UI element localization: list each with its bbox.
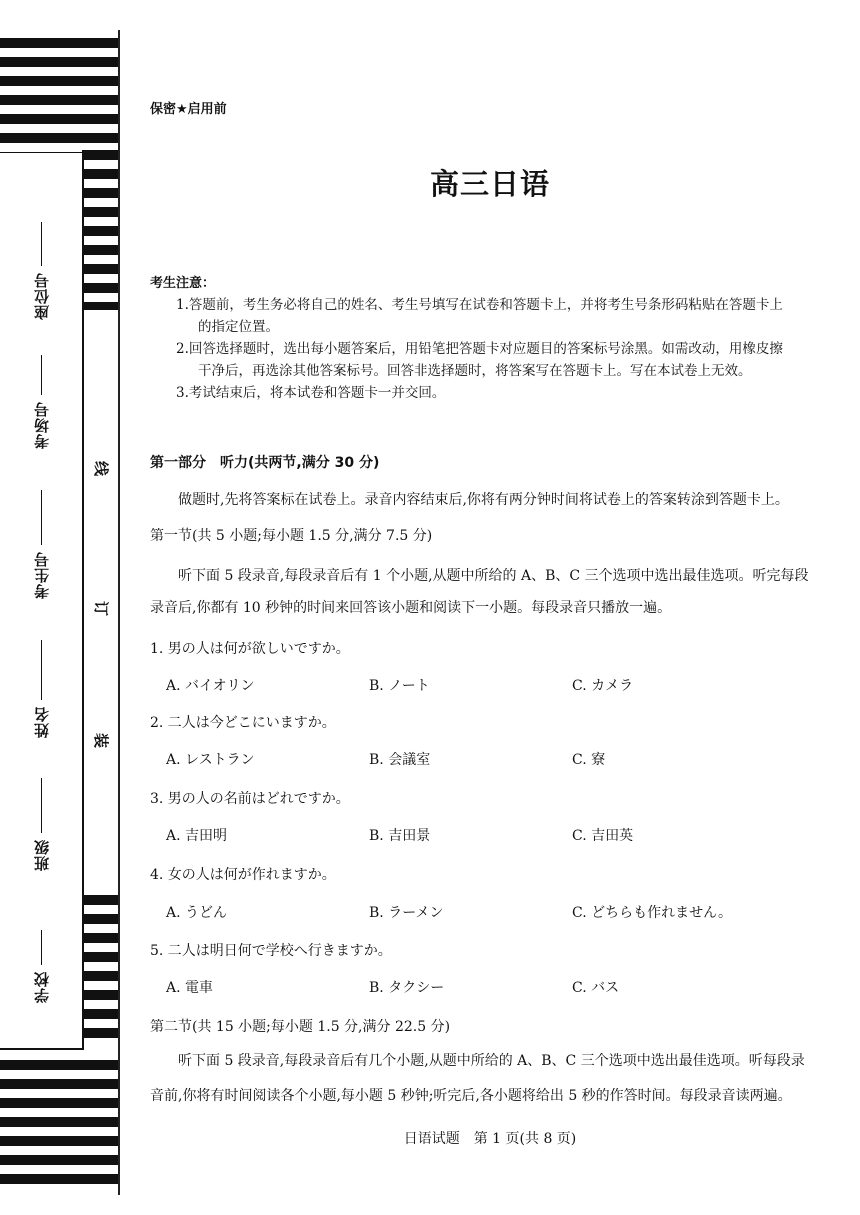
binding-stripes-top — [0, 38, 120, 153]
section2-instruction-line1: 听下面 5 段录音,每段录音后有几个小题,从题中所给的 A、B、C 三个选项中选出最佳选项。听每段录 — [178, 1053, 805, 1069]
question-1: 1. 男の人は何が欲しいですか。 — [150, 641, 350, 657]
name-field[interactable]: 姓名 — [26, 640, 56, 738]
binding-edge — [118, 30, 120, 1195]
options-3 — [166, 825, 836, 845]
question-3: 3. 男の人の名前はどれですか。 — [150, 791, 350, 807]
option-c[interactable]: C. バス — [572, 980, 620, 996]
options-4 — [166, 902, 836, 922]
candidate-number-field[interactable]: 考生号 — [26, 490, 56, 599]
question-5: 5. 二人は明日何で学校へ行きますか。 — [150, 943, 392, 959]
options-5 — [166, 977, 836, 997]
binding-stripes-bottom — [0, 1060, 120, 1190]
question-2: 2. 二人は今どこにいますか。 — [150, 715, 336, 731]
page-title: 高三日语 — [429, 167, 550, 201]
question-4: 4. 女の人は何が作れますか。 — [150, 867, 336, 883]
cut-mark-bind: 订 — [92, 600, 111, 617]
part1-heading: 第一部分 听力(共两节,满分 30 分) — [150, 455, 380, 471]
school-field[interactable]: 学校 — [26, 930, 56, 1003]
note-item: 1.答题前，考生务必将自己的姓名、考生号填写在试卷和答题卡上，并将考生号条形码粘贴在答题卡上 的指定位置。 — [176, 297, 783, 335]
cut-mark-install: 装 — [92, 732, 111, 749]
page-footer: 日语试题 第 1 页(共 8 页) — [403, 1131, 577, 1147]
section1-instruction-line2: 录音后,你都有 10 秒钟的时间来回答该小题和阅读下一小题。每段录音只播放一遍。 — [150, 600, 672, 616]
binding-stripes-lower — [84, 895, 120, 1045]
class-field[interactable]: 班级 — [26, 778, 56, 871]
option-c[interactable]: C. どちらも作れません。 — [572, 905, 732, 921]
section2-heading: 第二节(共 15 小题;每小题 1.5 分,满分 22.5 分) — [150, 1019, 451, 1035]
option-c[interactable]: C. 寮 — [572, 752, 606, 768]
option-b[interactable]: B. ラーメン — [369, 905, 444, 921]
binding-line — [82, 150, 84, 1050]
option-a[interactable]: A. 吉田明 — [166, 828, 228, 844]
option-c[interactable]: C. カメラ — [572, 678, 634, 694]
option-b[interactable]: B. 会議室 — [369, 752, 431, 768]
options-1 — [166, 675, 836, 695]
section1-heading: 第一节(共 5 小题;每小题 1.5 分,满分 7.5 分) — [150, 528, 433, 544]
option-a[interactable]: A. うどん — [166, 905, 228, 921]
section2-instruction-line2: 音前,你将有时间阅读各个小题,每小题 5 秒钟;听完后,各小题将给出 5 秒的作答时间。每段录音读两遍。 — [150, 1088, 792, 1104]
notes-list — [176, 294, 836, 404]
notes-heading: 考生注意： — [150, 276, 216, 291]
option-b[interactable]: B. ノート — [369, 678, 430, 694]
exam-room-field[interactable]: 考场号 — [26, 355, 56, 449]
part1-instruction: 做题时,先将答案标在试卷上。录音内容结束后,你将有两分钟时间将试卷上的答案转涂到答题卡上。 — [178, 492, 789, 508]
option-b[interactable]: B. タクシー — [369, 980, 445, 996]
note-item: 2.回答选择题时，选出每小题答案后，用铅笔把答题卡对应题目的答案标号涂黑。如需改动，用橡皮擦 干净后，再选涂其他答案标号。回答非选择题时，将答案写在答题卡上。写在本试卷上无效。 — [176, 341, 783, 379]
seat-number-field[interactable]: 座位号 — [26, 222, 56, 320]
cut-mark-line: 线 — [92, 460, 111, 477]
options-2 — [166, 749, 836, 769]
option-a[interactable]: A. 電車 — [166, 980, 214, 996]
option-a[interactable]: A. レストラン — [166, 752, 255, 768]
section1-instruction-line1: 听下面 5 段录音,每段录音后有 1 个小题,从题中所给的 A、B、C 三个选项中选出最佳选项。听完每段 — [178, 568, 809, 584]
option-a[interactable]: A. バイオリン — [166, 678, 255, 694]
binding-line-bottom — [0, 1048, 84, 1050]
option-c[interactable]: C. 吉田英 — [572, 828, 634, 844]
option-b[interactable]: B. 吉田景 — [369, 828, 431, 844]
confidential-label: 保密★启用前 — [150, 102, 227, 117]
note-item: 3.考试结束后，将本试卷和答题卡一并交回。 — [176, 385, 446, 401]
